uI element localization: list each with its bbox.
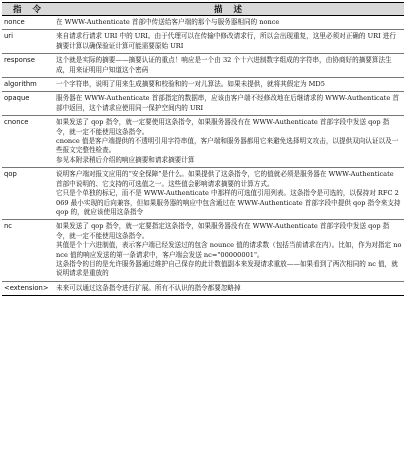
directive-table: [2, 2, 404, 296]
directive-name: response: [2, 54, 56, 78]
table-row: [2, 116, 404, 168]
description-paragraph: 如果发送了 qop 指令，就一定要使用这条指令，如果服务器没有在 WWW-Authenticate 首部字段中发送 qop 指令，就一定不能使用这条指令。: [56, 118, 390, 136]
directive-name: nc: [2, 220, 56, 281]
directive-name: cnonce: [2, 116, 56, 168]
directive-description: [56, 54, 404, 78]
directive-name: uri: [2, 30, 56, 54]
directive-description: [56, 78, 404, 92]
table-header-row: [2, 3, 404, 16]
table-row: [2, 30, 404, 54]
directive-description: [56, 116, 404, 168]
description-paragraph: cnonce 值是客户端提供的不透明引用字符串值，客户端和服务器都用它来避免选择明文攻击，以提供双向认证以及一些报文完整性检查。: [56, 137, 399, 155]
description-paragraph: 服务器在 WWW-Authenticate 首部指定的数据串，应该由客户端不经修改地在后继请求的 WWW-Authenticate 首部中返回，这个请求应使用同一保护空间内的 URI: [56, 94, 399, 112]
description-paragraph: 这条指令的目的是允许服务器通过维护自己保存的此计数值副本来发现请求重放——如果看到了两次相同的 nc 值，就说明请求是重放的: [56, 259, 398, 278]
directive-name: nonce: [2, 16, 56, 30]
description-paragraph: 其值是个十六进制值，表示客户端已经发送过的包含 nounce 值的请求数（包括当前请求在内）。比如，作为对指定 nonce 值的响应发送的第一条请求中，客户端会发送 nc="00000001"。: [56, 241, 402, 259]
directive-description: [56, 281, 404, 295]
directive-description: [56, 168, 404, 220]
table-row: [2, 281, 404, 295]
directive-description: [56, 16, 404, 30]
description-paragraph: 如果发送了 qop 指令，就一定要指定这条指令，如果服务器没有在 WWW-Authenticate 首部字段中发送 qop 指令，就一定不能使用这条指令。: [56, 222, 390, 240]
table-row: [2, 168, 404, 220]
directive-name: qop: [2, 168, 56, 220]
table-row: [2, 16, 404, 30]
description-paragraph: 在 WWW-Authenticate 首部中传送给客户端的那个与服务器相同的 nonce: [56, 18, 280, 26]
header-description: 描 述: [56, 3, 404, 16]
description-paragraph: 它只是个单独的标记，而不是 WWW-Authenticate 中那样的可选值引用列表。这条指令是可选的，以保持对 RFC 2069 最小实现的后向兼容，但如果服务器的响应中包含通过在 WWW-Authenticate 首部字段中提供 qop 指令来支持 qop 的，就应该使用这条指令: [56, 189, 401, 216]
table-row: [2, 78, 404, 92]
description-paragraph: 一个字符串，说明了用来生成摘要和校验和的一对儿算法。如果未提供，就将其假定为 MD5: [56, 80, 325, 89]
directive-description: [56, 92, 404, 116]
directive-name: <extension>: [2, 281, 56, 295]
table-row: [2, 220, 404, 281]
directive-description: [56, 30, 404, 54]
description-paragraph: 参见本附录稍后介绍的响应摘要和请求摘要计算: [56, 155, 195, 164]
description-paragraph: 来自请求行请求 URI 中的 URI。由于代理可以在传输中修改请求行，所以会出现重复，这里必须对正确的 URI 进行摘要计算以确保验证计算可能需要原始 URI: [56, 32, 396, 50]
directive-description: [56, 220, 404, 281]
description-paragraph: 说明客户端对报文应用的“安全保障”是什么。如果提供了这条指令，它的值就必须是服务器在 WWW-Authenticate 首部中说明的、它支持的可选值之一。这些值会影响请求摘要的计算方式。: [56, 170, 394, 188]
header-directive: 指 令: [2, 3, 56, 16]
description-paragraph: 这个就是实际的摘要——摘要认证的重点！响应是一个由 32 个十六进制数字组成的字符串，由协商好的摘要算法生成，用来证明用户知道这个密码: [56, 56, 392, 74]
directive-name: algorithm: [2, 78, 56, 92]
table-row: [2, 54, 404, 78]
table-row: [2, 92, 404, 116]
directive-name: opaque: [2, 92, 56, 116]
description-paragraph: 未来可以通过这条指令进行扩展。所有不认识的指令都要忽略掉: [56, 283, 241, 292]
